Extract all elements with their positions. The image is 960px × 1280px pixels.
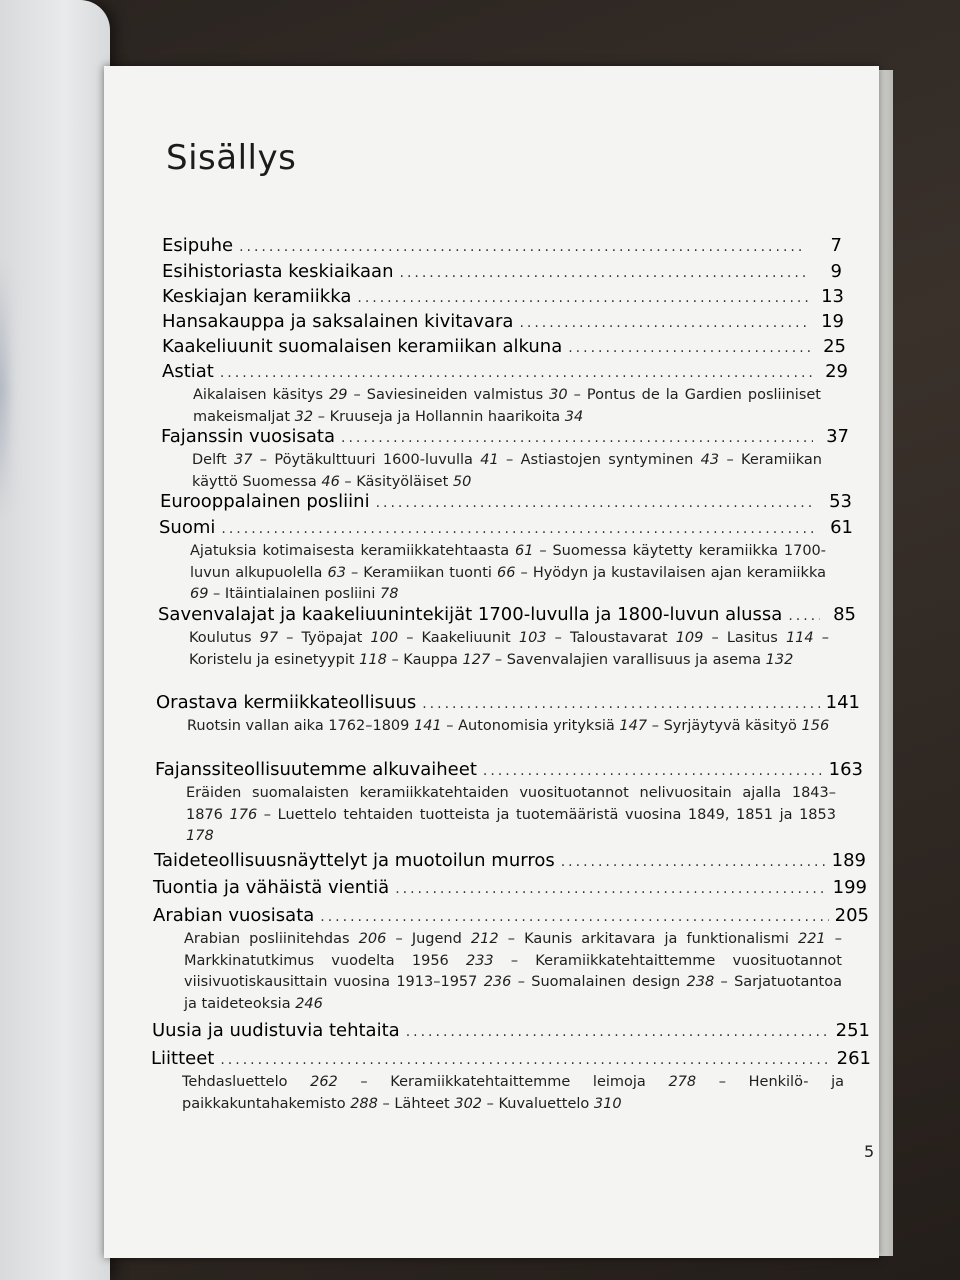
subentry-page: 212 xyxy=(470,931,499,947)
dot-leader xyxy=(239,235,806,259)
subentry-page: 302 xyxy=(454,1095,483,1112)
subentry-title: – Itäintialainen posliini xyxy=(208,586,380,602)
subentry-title: – Lasitus xyxy=(703,630,786,646)
subentry-title: – Astiastojen syntyminen xyxy=(498,452,701,468)
subentry-page: 206 xyxy=(358,931,387,947)
toc-entry-page: 199 xyxy=(832,877,867,898)
toc-subentries xyxy=(186,783,836,848)
toc-subentries xyxy=(187,716,833,738)
dot-leader xyxy=(406,1020,830,1044)
subentry-page: 238 xyxy=(686,974,715,990)
subentry-title: Delft xyxy=(192,452,234,468)
subentry-title: Ruotsin vallan aika 1762–1809 xyxy=(187,718,414,734)
dot-leader xyxy=(357,286,808,310)
toc-entry-title: Eurooppalainen posliini xyxy=(160,491,370,512)
toc-entry-title: Orastava kermiikkateollisuus xyxy=(156,692,417,713)
subentry-title: Tehdasluettelo xyxy=(182,1074,311,1090)
toc-entry-page: 37 xyxy=(826,426,849,447)
toc-entry xyxy=(153,876,867,900)
subentry-page: 100 xyxy=(370,630,399,646)
toc-entry-title: Fajanssin vuosisata xyxy=(161,426,336,447)
dot-leader xyxy=(376,491,816,515)
toc-entry-title: Fajanssiteollisuutemme alkuvaiheet xyxy=(155,759,477,780)
toc-entry-title: Tuontia ja vähäistä vientiä xyxy=(153,877,390,898)
dot-leader xyxy=(788,604,820,628)
subentry-page: 156 xyxy=(801,718,830,734)
dot-leader xyxy=(519,311,808,335)
subentry-title: – Kruuseja ja Hollannin haarikoita xyxy=(313,408,565,425)
subentry-page: 97 xyxy=(259,630,279,646)
subentry-title: – Saviesineiden valmistus xyxy=(347,387,550,403)
subentry-page: 310 xyxy=(593,1095,622,1112)
toc-entry xyxy=(153,904,869,928)
subentry-page: 29 xyxy=(329,387,348,403)
toc-entry xyxy=(151,1047,871,1071)
dot-leader xyxy=(422,692,819,716)
subentry-page: 30 xyxy=(549,387,568,403)
subentry-title: Eräiden suomalaisten keramiikkatehtaiden vuosituotannot nelivuositain ajalla 1843–1876 xyxy=(186,785,836,823)
toc-entry-page: 61 xyxy=(830,517,853,538)
subentry-page: 278 xyxy=(668,1074,697,1090)
toc-entry-page: 189 xyxy=(831,850,866,871)
subentry-title: – Autonomisia yrityksiä xyxy=(441,718,620,734)
subentry-title: – Suomalainen design xyxy=(511,974,687,990)
subentry-title: – Keramiikan tuonti xyxy=(345,564,498,581)
toc-entry xyxy=(156,691,860,715)
toc-entry-title: Hansakauppa ja saksalainen kivitavara xyxy=(162,311,514,332)
toc-entry xyxy=(162,260,842,284)
subentry-page: 236 xyxy=(483,974,512,990)
subentry-page: 233 xyxy=(465,952,494,969)
subentry-title: – Koristelu ja esinetyypit xyxy=(189,630,830,668)
toc-entry-page: 85 xyxy=(833,604,856,625)
subentry-title: – Lähteet xyxy=(377,1095,455,1112)
table-of-contents xyxy=(104,66,879,1258)
dot-leader xyxy=(483,759,823,783)
page-edge-stack xyxy=(879,70,893,1256)
toc-entry-page: 7 xyxy=(830,235,842,256)
toc-entry-title: Keskiajan keramiikka xyxy=(162,286,352,307)
subentry-title: Koulutus xyxy=(189,630,260,646)
subentry-title: Aikalaisen käsitys xyxy=(193,387,330,403)
subentry-title: Ajatuksia kotimaisesta keramiikkatehtaasta xyxy=(190,543,515,559)
toc-entry-page: 261 xyxy=(836,1048,871,1069)
subentry-title: – Pontus de la Gardien posliiniset makeismaljat xyxy=(193,387,821,425)
subentry-title: – Keramiikkatehtaittemme leimoja xyxy=(337,1074,669,1090)
dot-leader xyxy=(320,905,828,929)
toc-entry xyxy=(161,425,849,449)
toc-entry xyxy=(159,516,853,540)
dot-leader xyxy=(568,336,810,360)
toc-subentries xyxy=(192,450,822,493)
subentry-title: – Hyödyn ja kustavilaisen ajan keramiikka xyxy=(515,564,826,581)
subentry-page: 78 xyxy=(379,586,399,602)
subentry-page: 50 xyxy=(452,473,472,490)
subentry-title: – Keramiikkatehtaittemme vuosituotannot viisivuotiskausittain vuosina 1913–1957 xyxy=(184,952,842,990)
dot-leader xyxy=(341,426,813,450)
subentry-page: 32 xyxy=(294,408,314,425)
subentry-page: 63 xyxy=(327,564,346,581)
toc-entry xyxy=(160,490,852,514)
dot-leader xyxy=(221,517,817,541)
toc-entry xyxy=(162,335,846,359)
subentry-title: – Taloustavarat xyxy=(546,630,676,646)
toc-entry-page: 19 xyxy=(821,311,844,332)
toc-entry-title: Liitteet xyxy=(151,1048,215,1069)
toc-entry xyxy=(162,234,842,258)
subentry-title: – Henkilö- ja paikkakuntahakemisto xyxy=(182,1074,844,1112)
subentry-page: 127 xyxy=(462,651,491,668)
toc-entry-page: 53 xyxy=(829,491,852,512)
subentry-page: 43 xyxy=(700,452,720,468)
toc-entry xyxy=(158,603,856,627)
subentry-page: 109 xyxy=(675,630,704,646)
toc-entry xyxy=(152,1019,870,1043)
toc-entry xyxy=(162,310,844,334)
toc-entry xyxy=(162,285,844,309)
dot-leader xyxy=(395,877,826,901)
toc-entry-title: Taideteollisuusnäyttelyt ja muotoilun murros xyxy=(154,850,555,871)
toc-entry xyxy=(162,360,848,384)
subentry-page: 37 xyxy=(233,452,253,468)
toc-subentries xyxy=(190,541,826,606)
subentry-title: – Kuvaluettelo xyxy=(482,1095,594,1112)
subentry-page: 103 xyxy=(518,630,547,646)
toc-subentries xyxy=(182,1072,844,1115)
subentry-title: – Syrjäytyvä käsityö xyxy=(647,718,802,734)
left-page-print-bleed xyxy=(0,260,8,520)
subentry-title: – Pöytäkulttuuri 1600-luvulla xyxy=(252,452,481,468)
dot-leader xyxy=(400,261,807,285)
page-number: 5 xyxy=(864,1142,875,1161)
subentry-page: 46 xyxy=(321,473,340,490)
subentry-title: – Kaunis arkitavara ja funktionalismi xyxy=(498,931,798,947)
subentry-page: 66 xyxy=(497,564,516,581)
subentry-title: – Työpajat xyxy=(278,630,371,646)
subentry-page: 132 xyxy=(765,651,794,668)
toc-entry-title: Uusia ja uudistuvia tehtaita xyxy=(152,1020,400,1041)
toc-entry-title: Suomi xyxy=(159,517,216,538)
toc-entry-title: Arabian vuosisata xyxy=(153,905,315,926)
toc-entry-page: 9 xyxy=(830,261,842,282)
toc-entry xyxy=(154,849,866,873)
subentry-page: 221 xyxy=(797,931,826,947)
page-title: Sisällys xyxy=(166,138,297,178)
subentry-page: 114 xyxy=(785,630,814,646)
subentry-page: 34 xyxy=(564,408,584,425)
subentry-title: – Jugend xyxy=(386,931,471,947)
toc-entry-title: Esipuhe xyxy=(162,235,234,256)
subentry-page: 262 xyxy=(310,1074,338,1090)
subentry-page: 288 xyxy=(350,1095,378,1112)
subentry-page: 118 xyxy=(359,651,387,668)
subentry-title: – Kaakeliuunit xyxy=(398,630,519,646)
dot-leader xyxy=(220,361,812,385)
left-facing-page xyxy=(0,0,110,1280)
subentry-title: – Markkinatutkimus vuodelta 1956 xyxy=(184,931,843,969)
toc-subentries xyxy=(189,628,829,671)
toc-entry-page: 25 xyxy=(823,336,846,357)
dot-leader xyxy=(220,1048,830,1072)
toc-entry-title: Savenvalajat ja kaakeliuunintekijät 1700-luvulla ja 1800-luvun alussa xyxy=(158,604,783,625)
toc-entry-page: 13 xyxy=(821,286,844,307)
subentry-page: 176 xyxy=(229,806,258,823)
toc-entry xyxy=(155,758,863,782)
book-page xyxy=(104,66,879,1258)
dot-leader xyxy=(561,850,826,874)
subentry-title: – Käsityöläiset xyxy=(339,473,453,490)
subentry-page: 246 xyxy=(295,995,323,1012)
subentry-page: 61 xyxy=(514,543,534,559)
subentry-page: 141 xyxy=(413,718,442,734)
toc-entry-page: 251 xyxy=(835,1020,870,1041)
subentry-title: – Keramiikan käyttö Suomessa xyxy=(192,452,822,490)
subentry-page: 41 xyxy=(480,452,499,468)
subentry-title: – Kauppa xyxy=(386,651,463,668)
toc-entry-page: 205 xyxy=(834,905,869,926)
toc-subentries xyxy=(184,929,842,1015)
subentry-page: 69 xyxy=(190,586,209,602)
toc-entry-title: Kaakeliuunit suomalaisen keramiikan alkuna xyxy=(162,336,563,357)
toc-entry-page: 29 xyxy=(825,361,848,382)
subentry-page: 178 xyxy=(186,828,214,844)
toc-subentries xyxy=(193,385,821,428)
subentry-title: – Sarjatuotantoa ja taideteoksia xyxy=(184,974,842,1012)
subentry-title: – Luettelo tehtaiden tuotteista ja tuotemääristä vuosina 1849, 1851 ja 1853 xyxy=(257,806,836,823)
toc-entry-page: 163 xyxy=(828,759,863,780)
toc-entry-page: 141 xyxy=(825,692,860,713)
toc-entry-title: Esihistoriasta keskiaikaan xyxy=(162,261,394,282)
toc-entry-title: Astiat xyxy=(162,361,214,382)
subentry-page: 147 xyxy=(619,718,648,734)
subentry-title: – Suomessa käytetty keramiikka 1700-luvun alkupuolella xyxy=(190,543,826,581)
subentry-title: – Savenvalajien varallisuus ja asema xyxy=(490,651,766,668)
subentry-title: Arabian posliinitehdas xyxy=(184,931,359,947)
